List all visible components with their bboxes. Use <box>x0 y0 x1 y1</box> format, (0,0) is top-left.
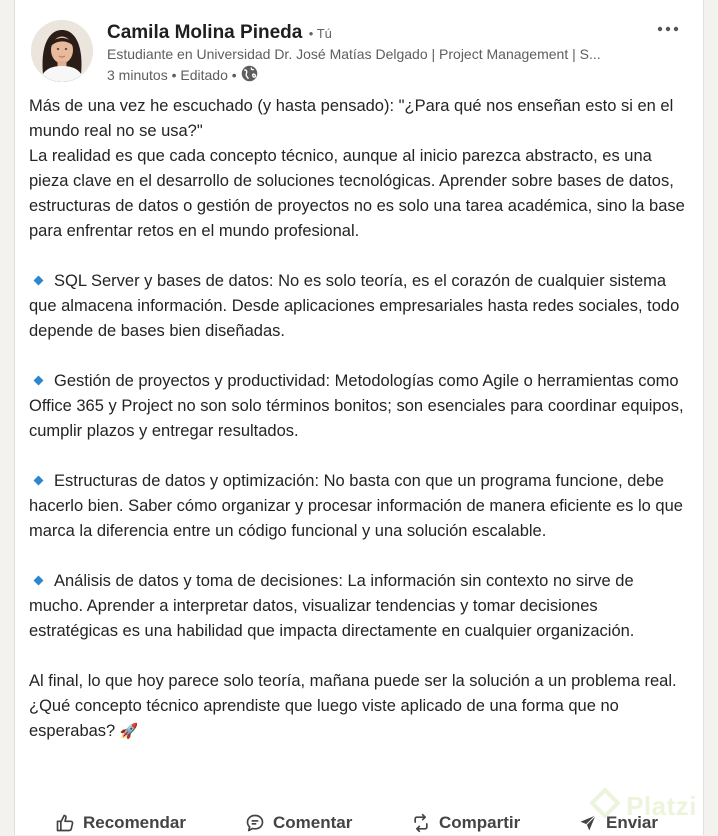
repost-button[interactable] <box>411 813 520 833</box>
post-bullet-structures <box>29 469 689 544</box>
blue-diamond-icon <box>34 376 44 386</box>
repost-label: Compartir <box>439 813 521 832</box>
spacer <box>29 344 689 369</box>
like-button[interactable] <box>55 813 186 833</box>
thumbs-up-icon <box>55 813 75 833</box>
platzi-logo-icon <box>590 788 620 825</box>
bullet-text: Estructuras de datos y optimización: No basta con que un programa funcione, debe hacerlo bien. Saber cómo organizar y procesar información de manera eficiente es lo que marca la diferencia entre un código funcional y una solución escalable. <box>29 472 683 540</box>
blue-diamond-icon <box>34 276 44 286</box>
post-paragraph-question <box>29 694 689 744</box>
post-bullet-analysis <box>29 569 689 644</box>
bullet-text: Gestión de proyectos y productividad: Metodologías como Agile o herramientas como Office 365 y Project no son solo términos bonitos; son esenciales para coordinar equipos, cumplir plazos y entregar resultados. <box>29 372 684 440</box>
like-label: Recomendar <box>83 813 186 832</box>
comment-button[interactable] <box>245 813 352 833</box>
platzi-watermark <box>590 788 697 825</box>
question-text: ¿Qué concepto técnico aprendiste que luego viste aplicado de una forma que no esperabas? <box>29 697 619 740</box>
watermark-text: Platzi <box>626 791 697 821</box>
send-label: Enviar <box>606 813 658 832</box>
bullet-text: Análisis de datos y toma de decisiones: La información sin contexto no sirve de mucho. Aprender a interpretar datos, visualizar tendencias y tomar decisiones estratégicas es una habilidad que impacta directamente en cualquier organización. <box>29 572 635 640</box>
bullet-text: SQL Server y bases de datos: No es solo teoría, es el corazón de cualquier sistema que almacena información. Desde aplicaciones empresariales hasta redes sociales, todo depende de bases bien diseñadas. <box>29 272 680 340</box>
post-card <box>14 0 704 835</box>
spacer <box>29 644 689 669</box>
post-timestamp: 3 minutos • Editado • <box>107 67 237 83</box>
ellipsis-icon <box>657 19 679 37</box>
more-options-button[interactable] <box>655 18 681 38</box>
spacer <box>29 544 689 569</box>
globe-icon <box>241 65 258 85</box>
post-bullet-sql <box>29 269 689 344</box>
comment-icon <box>245 813 265 833</box>
blue-diamond-icon <box>34 476 44 486</box>
author-relation: • Tú <box>308 26 332 41</box>
rocket-emoji-icon: 🚀 <box>119 723 139 740</box>
blue-diamond-icon <box>34 576 44 586</box>
author-line <box>107 22 332 44</box>
post-meta <box>107 65 258 85</box>
repost-icon <box>411 813 431 833</box>
author-headline: Estudiante en Universidad Dr. José Matías Delgado | Project Management | S... <box>107 46 601 62</box>
post-header <box>15 0 703 92</box>
author-name[interactable]: Camila Molina Pineda <box>107 22 303 43</box>
post-paragraph-reality: La realidad es que cada concepto técnico, aunque al inicio parezca abstracto, es una pieza clave en el desarrollo de soluciones tecnológicas. Aprender sobre bases de datos, estructuras de datos o gestión de proyectos no es solo una tarea académica, sino la base para enfrentar retos en el mundo profesional. <box>29 147 685 240</box>
spacer <box>29 444 689 469</box>
avatar[interactable] <box>31 20 93 82</box>
avatar-photo <box>31 20 93 82</box>
comment-label: Comentar <box>273 813 353 832</box>
post-paragraph-intro: Más de una vez he escuchado (y hasta pensado): "¿Para qué nos enseñan esto si en el mundo real no se usa?" <box>29 97 674 140</box>
spacer <box>29 244 689 269</box>
post-body <box>29 94 689 744</box>
post-paragraph-conclusion: Al final, lo que hoy parece solo teoría, mañana puede ser la solución a un problema real. <box>29 672 677 690</box>
post-bullet-projects <box>29 369 689 444</box>
